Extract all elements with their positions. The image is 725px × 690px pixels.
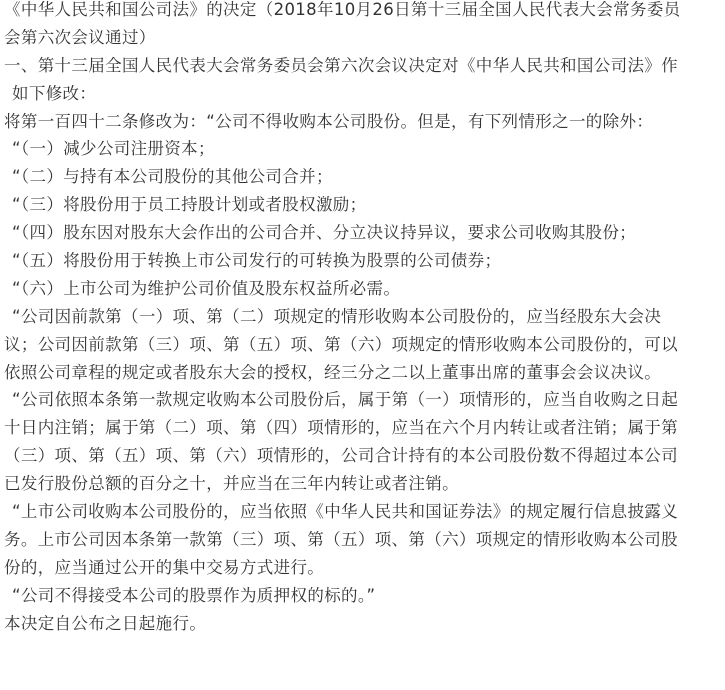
list-item: “（五）将股份用于转换上市公司发行的可转换为股票的公司债券； [12, 251, 502, 271]
list-item: “（四）股东因对股东大会作出的公司合并、分立决议持异议，要求公司收购其股份； [12, 223, 637, 243]
list-item: “（三）将股份用于员工持股计划或者股权激励； [12, 195, 367, 215]
paragraph-line: 依照公司章程的规定或者股东大会的授权，经三分之二以上董事出席的董事会会议决议。 [4, 362, 662, 382]
paragraph-line: 已发行股份总额的百分之十，并应当在三年内转让或者注销。 [4, 474, 459, 494]
text-line: 《中华人民共和国公司法》的决定（2018年10月26日第十三届全国人民代表大会常务委员 [4, 0, 681, 19]
text-line: 将第一百四十二条修改为：“公司不得收购本公司股份。但是，有下列情形之一的除外： [4, 111, 654, 131]
text-line: 会第六次会议通过） [4, 27, 156, 47]
paragraph-line: 份的，应当通过公开的集中交易方式进行。 [4, 557, 325, 577]
paragraph-line: 务。上市公司因本条第一款第（三）项、第（五）项、第（六）项规定的情形收购本公司股 [4, 529, 678, 549]
paragraph-line: “上市公司收购本公司股份的，应当依照《中华人民共和国证券法》的规定履行信息披露义 [12, 502, 679, 522]
paragraph-line: （三）项、第（五）项、第（六）项情形的，公司合计持有的本公司股份数不得超过本公司 [4, 446, 678, 466]
paragraph-line: 十日内注销；属于第（二）项、第（四）项情形的，应当在六个月内转让或者注销；属于第 [4, 418, 678, 438]
list-item: “（六）上市公司为维护公司价值及股东权益所必需。 [12, 278, 401, 298]
list-item: “（二）与持有本公司股份的其他公司合并； [12, 167, 333, 187]
paragraph-line: “公司不得接受本公司的股票作为质押权的标的。” [12, 585, 376, 605]
list-item: “（一）减少公司注册资本； [12, 139, 215, 159]
paragraph-line: “公司因前款第（一）项、第（二）项规定的情形收购本公司股份的，应当经股东大会决 [12, 306, 662, 326]
text-line: 一、第十三届全国人民代表大会常务委员会第六次会议决定对《中华人民共和国公司法》作 [4, 55, 678, 75]
paragraph-line: “公司依照本条第一款规定收购本公司股份后，属于第（一）项情形的，应当自收购之日起 [12, 390, 679, 410]
closing-line: 本决定自公布之日起施行。 [4, 613, 207, 633]
paragraph-line: 议；公司因前款第（三）项、第（五）项、第（六）项规定的情形收购本公司股份的，可以 [4, 334, 678, 354]
text-line: 如下修改： [12, 83, 97, 103]
